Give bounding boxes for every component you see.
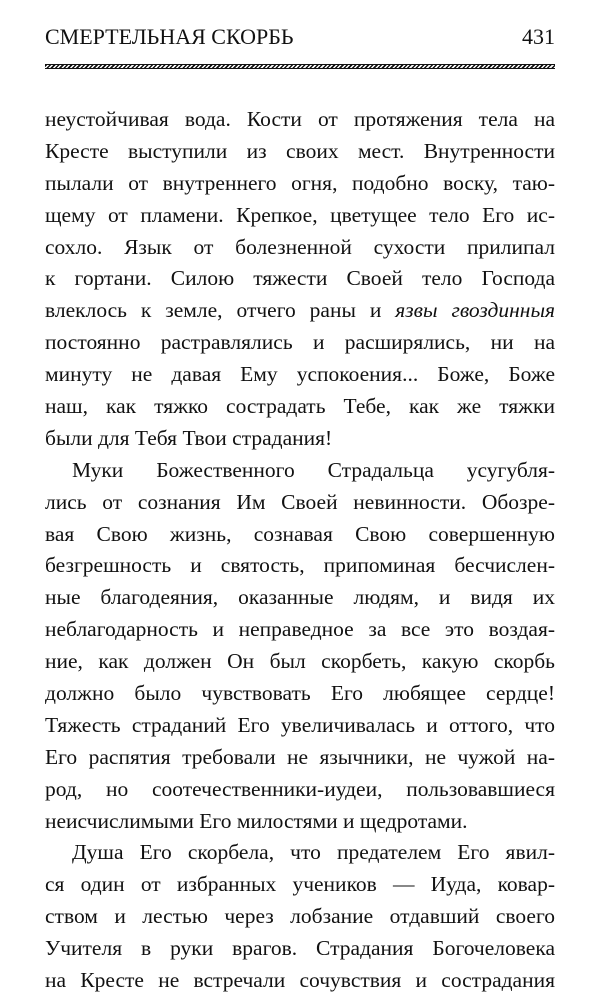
- paragraph: [45, 837, 555, 996]
- text-line: ством и лестью через лобзание отдавший своего: [45, 904, 555, 929]
- text-line: неблагодарность и неправедное за все это воздая-: [45, 617, 555, 642]
- paragraph: [45, 455, 555, 838]
- text-line: вая Свою жизнь, сознавая Свою совершенную: [45, 521, 555, 546]
- text-line: Муки Божественного Страдальца усугубля-: [72, 457, 555, 482]
- text-line: были для Тебя Твои страдания!: [45, 425, 333, 450]
- text-line: сохло. Язык от болезненной сухости прилипал: [45, 234, 555, 259]
- text-line: неустойчивая вода. Кости от протяжения тела на: [45, 107, 555, 131]
- text-line: Кресте выступили из своих мест. Внутренности: [45, 138, 555, 163]
- text-line: ные благодеяния, оказанные людям, и видя их: [45, 585, 555, 610]
- text-line: должно было чувствовать Его любящее сердце!: [45, 681, 555, 706]
- italic-phrase: язвы гвоздинныя: [395, 298, 556, 323]
- page-body: [45, 104, 555, 997]
- text-line: безгрешность и святость, припоминая бесчислен-: [45, 553, 555, 578]
- text-line: ние, как должен Он был скорбеть, какую скорбь: [45, 649, 555, 674]
- paragraph: [45, 104, 555, 455]
- ornamental-rule: [45, 64, 555, 69]
- text-span: влеклось к земле, отчего раны и: [45, 298, 396, 323]
- text-line: пылали от внутреннего огня, подобно воску, таю-: [45, 170, 555, 195]
- text-line: [45, 295, 555, 327]
- text-line: минуту не давая Ему успокоения... Боже, Боже: [45, 362, 555, 387]
- text-line: неисчислимыми Его милостями и щедротами.: [45, 808, 468, 833]
- text-line: Учителя в руки врагов. Страдания Богочеловека: [45, 936, 555, 961]
- text-line: Душа Его скорбела, что предателем Его явил-: [72, 840, 555, 865]
- page-number: 431: [522, 24, 555, 49]
- text-line: на Кресте не встречали сочувствия и сострадания: [45, 968, 555, 993]
- text-line: род, но соотечественники-иудеи, пользовавшиеся: [45, 776, 555, 801]
- text-line: лись от сознания Им Своей невинности. Обозре-: [45, 489, 555, 514]
- text-line: наш, как тяжко сострадать Тебе, как же тяжки: [45, 394, 555, 419]
- running-header: [45, 24, 555, 54]
- text-line: щему от пламени. Крепкое, цветущее тело Его ис-: [45, 202, 555, 227]
- text-line: постоянно растравлялись и расширялись, ни на: [45, 330, 555, 355]
- chapter-title: СМЕРТЕЛЬНАЯ СКОРБЬ: [45, 24, 294, 49]
- text-line: Его распятия требовали не язычники, не чужой на-: [45, 744, 555, 769]
- text-line: ся один от избранных учеников — Иуда, ковар-: [45, 872, 555, 897]
- text-line: Тяжесть страданий Его увеличивалась и оттого, что: [45, 712, 555, 737]
- text-line: к гортани. Силою тяжести Своей тело Господа: [45, 266, 555, 291]
